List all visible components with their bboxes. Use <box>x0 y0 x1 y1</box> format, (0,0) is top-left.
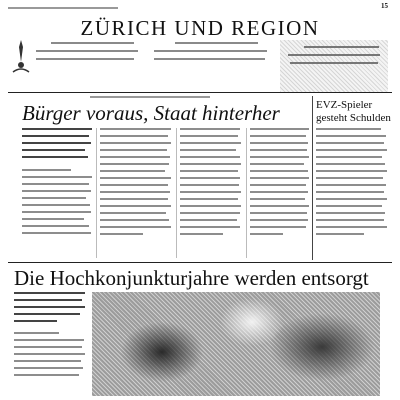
top-story-kicker <box>90 96 210 98</box>
teaser[interactable] <box>154 40 272 92</box>
bottom-story-headline[interactable]: Die Hochkonjunkturjahre werden entsorgt <box>14 266 369 290</box>
sidebar-headline[interactable]: EVZ-Spieler gesteht Schulden <box>316 99 391 124</box>
top-story-headline[interactable]: Bürger voraus, Staat hinterher <box>22 101 280 125</box>
column-divider <box>246 128 247 258</box>
halftone-photo <box>92 292 380 396</box>
section-rule <box>8 92 392 93</box>
teaser[interactable] <box>280 40 388 92</box>
sidebar-body <box>316 128 388 258</box>
article-column <box>180 128 242 258</box>
column-divider <box>176 128 177 258</box>
teaser[interactable] <box>36 40 142 92</box>
folio-line <box>8 3 388 13</box>
column-divider <box>96 128 97 258</box>
quill-ornament-icon <box>10 38 32 76</box>
section-rule <box>8 262 392 263</box>
teaser-row <box>36 40 388 92</box>
article-column <box>14 292 86 396</box>
page-number: 15 <box>381 2 388 10</box>
section-title: ZÜRICH UND REGION <box>80 16 320 40</box>
article-column <box>250 128 310 258</box>
article-column <box>100 128 172 258</box>
article-column <box>22 128 92 258</box>
folio-dateline <box>8 7 118 9</box>
sidebar-divider <box>312 96 313 260</box>
